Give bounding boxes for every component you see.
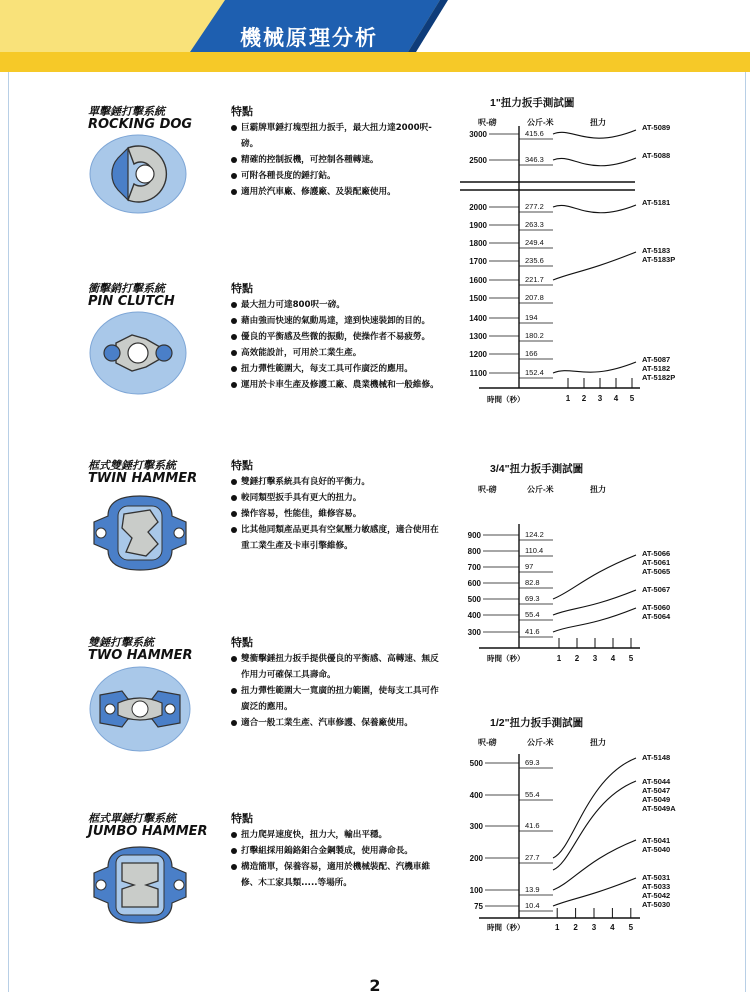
- chart-series-label: AT-5148: [642, 753, 671, 762]
- page-number: 2: [369, 976, 381, 995]
- system-title-cn: 框式單錘打擊系統: [88, 812, 176, 825]
- system-title-en: PIN CLUTCH: [88, 294, 175, 309]
- chart-kgm-value: 277.2: [525, 202, 544, 211]
- chart-x-tick-label: 2: [581, 394, 587, 403]
- chart-y-tick-label: 600: [467, 579, 481, 588]
- feature-item: 最大扭力可達800呎一磅。: [231, 297, 446, 313]
- chart-y-tick-label: 100: [469, 886, 483, 895]
- chart-x-tick-label: 5: [628, 923, 634, 932]
- feature-item: 適用於汽車廠、修護廠、及裝配廠使用。: [231, 184, 446, 200]
- features-heading: 特點: [231, 105, 253, 118]
- chart-x-tick-label: 3: [591, 923, 597, 932]
- chart-kgm-value: 166: [525, 349, 538, 358]
- feature-item: 扭力爬昇速度快，扭力大，輸出平穩。: [231, 827, 446, 843]
- chart-series-curve: [553, 555, 636, 599]
- chart-series-curve: [553, 362, 636, 373]
- chart-kgm-value: 180.2: [525, 331, 544, 340]
- chart-series-label: AT-5087 AT-5182 AT-5182P: [642, 355, 676, 382]
- chart-x-tick-label: 1: [556, 654, 562, 663]
- chart-series-label: AT-5183 AT-5183P: [642, 246, 676, 264]
- feature-item: 扭力彈性範圍大，每支工具可作廣泛的應用。: [231, 361, 446, 377]
- chart-y-tick-label: 1900: [469, 221, 487, 230]
- chart-y-tick-label: 1800: [469, 239, 487, 248]
- chart-x-tick-label: 2: [573, 923, 578, 932]
- chart-x-axis-label: 時間（秒）: [487, 923, 525, 932]
- feature-item: 扭力彈性範圍大一寬廣的扭力範圍，使每支工具可作廣泛的應用。: [231, 683, 446, 715]
- system-title-cn: 框式雙錘打擊系統: [88, 459, 176, 472]
- feature-item: 優良的平衡感及些微的振動，使操作者不易疲勞。: [231, 329, 446, 345]
- chart-series-curve: [553, 252, 636, 280]
- chart-y-tick-label: 1100: [469, 369, 487, 378]
- chart-y-tick-label: 1700: [469, 257, 487, 266]
- chart-kgm-value: 249.4: [525, 238, 544, 247]
- chart-kgm-value: 27.7: [525, 853, 540, 862]
- chart-series-label: AT-5066 AT-5061 AT-5065: [642, 549, 671, 576]
- features-heading: 特點: [231, 282, 253, 295]
- chart-kgm-value: 207.8: [525, 293, 544, 302]
- feature-item: 雙錘打擊系統具有良好的平衡力。: [231, 474, 446, 490]
- features-heading: 特點: [231, 636, 253, 649]
- feature-item: 適合一般工業生產、汽車修護、保養廠使用。: [231, 715, 446, 731]
- chart-x-tick-label: 1: [565, 394, 571, 403]
- chart-x-tick-label: 2: [574, 654, 580, 663]
- chart-kgm-value: 263.3: [525, 220, 544, 229]
- system-title-en: TWIN HAMMER: [88, 471, 198, 486]
- system-title-cn: 單擊錘打擊系統: [88, 105, 165, 118]
- feature-item: 高效能設計，可用於工業生產。: [231, 345, 446, 361]
- chart-y-tick-label: 400: [469, 791, 483, 800]
- chart-series-label: AT-5088: [642, 151, 671, 160]
- chart-y-tick-label: 75: [474, 902, 483, 911]
- chart-y-tick-label: 3000: [469, 130, 487, 139]
- chart-kgm-value: 69.3: [525, 594, 540, 603]
- chart-series-label: AT-5060 AT-5064: [642, 603, 671, 621]
- chart-series-curve: [553, 205, 636, 213]
- feature-item: 較同類型扳手具有更大的扭力。: [231, 490, 446, 506]
- chart-y-tick-label: 500: [469, 759, 483, 768]
- chart-kgm-value: 69.3: [525, 758, 540, 767]
- chart-column-header: 公斤-米: [527, 485, 554, 494]
- chart-column-header: 扭力: [590, 738, 606, 747]
- chart-kgm-value: 124.2: [525, 530, 544, 539]
- chart-y-tick-label: 400: [467, 611, 481, 620]
- chart-kgm-value: 235.6: [525, 256, 544, 265]
- page-title: 機械原理分析: [240, 26, 378, 50]
- chart-title: 1/2"扭力扳手測試圖: [490, 717, 584, 729]
- chart-series-label: AT-5181: [642, 198, 671, 207]
- chart-kgm-value: 13.9: [525, 885, 540, 894]
- chart-y-tick-label: 1300: [469, 332, 487, 341]
- chart-y-tick-label: 700: [467, 563, 481, 572]
- feature-item: 構造簡單，保養容易，適用於機械裝配、汽機車維修、木工家具類.....等場所。: [231, 859, 446, 891]
- chart-column-header: 公斤-米: [527, 738, 554, 747]
- chart-kgm-value: 10.4: [525, 901, 540, 910]
- chart-1-2-inch: [470, 716, 677, 932]
- chart-x-tick-label: 4: [610, 923, 615, 932]
- feature-item: 巨霸牌單錘打塊型扭力扳手，最大扭力達2000呎-磅。: [231, 120, 446, 152]
- chart-3-4-inch: [468, 462, 671, 663]
- chart-y-tick-label: 300: [469, 822, 483, 831]
- chart-column-header: 呎-磅: [478, 118, 497, 127]
- chart-y-tick-label: 1400: [469, 314, 487, 323]
- chart-column-header: 呎-磅: [478, 485, 497, 494]
- chart-kgm-value: 41.6: [525, 627, 540, 636]
- system-title-en: ROCKING DOG: [88, 117, 193, 132]
- chart-kgm-value: 41.6: [525, 821, 540, 830]
- feature-item: 可附各種長度的錘打鉆。: [231, 168, 446, 184]
- feature-item: 精確的控制扳機，可控制各種轉速。: [231, 152, 446, 168]
- chart-kgm-value: 55.4: [525, 610, 540, 619]
- chart-x-axis-label: 時間（秒）: [487, 654, 525, 663]
- chart-series-label: AT-5067: [642, 585, 671, 594]
- chart-kgm-value: 346.3: [525, 155, 544, 164]
- chart-x-tick-label: 4: [610, 654, 616, 663]
- chart-y-tick-label: 900: [467, 531, 481, 540]
- system-title-en: TWO HAMMER: [88, 648, 193, 663]
- chart-y-tick-label: 1600: [469, 276, 487, 285]
- chart-column-header: 呎-磅: [478, 738, 497, 747]
- chart-y-tick-label: 200: [469, 854, 483, 863]
- features-heading: 特點: [231, 459, 253, 472]
- chart-x-tick-label: 3: [597, 394, 603, 403]
- chart-column-header: 扭力: [590, 485, 606, 494]
- chart-x-axis-label: 時間（秒）: [487, 395, 525, 404]
- feature-item: 打擊組採用鎢鉻鉬合金鋼製成，使用壽命長。: [231, 843, 446, 859]
- chart-x-tick-label: 4: [613, 394, 619, 403]
- chart-series-label: AT-5089: [642, 123, 671, 132]
- feature-item: 操作容易，性能佳，維修容易。: [231, 506, 446, 522]
- chart-kgm-value: 82.8: [525, 578, 540, 587]
- system-title-en: JUMBO HAMMER: [88, 824, 208, 839]
- chart-y-tick-label: 1500: [469, 294, 487, 303]
- chart-column-header: 扭力: [590, 118, 606, 127]
- chart-1-inch: [460, 96, 675, 404]
- chart-series-curve: [553, 590, 636, 615]
- system-title-cn: 衝擊銷打擊系統: [88, 282, 165, 295]
- chart-y-tick-label: 300: [467, 628, 481, 637]
- chart-x-tick-label: 5: [628, 654, 634, 663]
- chart-kgm-value: 194: [525, 313, 538, 322]
- chart-series-curve: [553, 158, 636, 166]
- chart-kgm-value: 221.7: [525, 275, 544, 284]
- chart-series-curve: [553, 130, 636, 138]
- features-heading: 特點: [231, 812, 253, 825]
- chart-kgm-value: 97: [525, 562, 534, 571]
- chart-kgm-value: 152.4: [525, 368, 544, 377]
- chart-kgm-value: 110.4: [525, 546, 544, 555]
- chart-series-label: AT-5041 AT-5040: [642, 836, 671, 854]
- feature-item: 比其他同類產品更具有空氣壓力敏感度，適合使用在重工業生產及卡車引擎維修。: [231, 522, 446, 554]
- chart-y-tick-label: 800: [467, 547, 481, 556]
- chart-title: 3/4"扭力扳手測試圖: [490, 463, 584, 475]
- system-title-cn: 雙錘打擊系統: [88, 636, 154, 649]
- chart-title: 1"扭力扳手測試圖: [490, 97, 575, 109]
- chart-y-tick-label: 1200: [469, 350, 487, 359]
- feature-item: 藉由強而快速的氣動馬達，達到快速裝卸的目的。: [231, 313, 446, 329]
- chart-series-curve: [553, 758, 636, 858]
- chart-y-tick-label: 2500: [469, 156, 487, 165]
- chart-kgm-value: 55.4: [525, 790, 540, 799]
- feature-item: 運用於卡車生產及修護工廠、農業機械和一般維修。: [231, 377, 446, 393]
- chart-x-tick-label: 3: [592, 654, 598, 663]
- chart-y-tick-label: 500: [467, 595, 481, 604]
- chart-series-label: AT-5031 AT-5033 AT-5042 AT-5030: [642, 873, 671, 909]
- chart-kgm-value: 415.6: [525, 129, 544, 138]
- chart-y-tick-label: 2000: [469, 203, 487, 212]
- chart-series-label: AT-5044 AT-5047 AT-5049 AT-5049A: [642, 777, 676, 813]
- chart-column-header: 公斤-米: [527, 118, 554, 127]
- chart-x-tick-label: 5: [629, 394, 635, 403]
- feature-item: 雙衝擊錘扭力扳手提供優良的平衡感、高轉速、無反作用力可確保工具壽命。: [231, 651, 446, 683]
- chart-x-tick-label: 1: [554, 923, 560, 932]
